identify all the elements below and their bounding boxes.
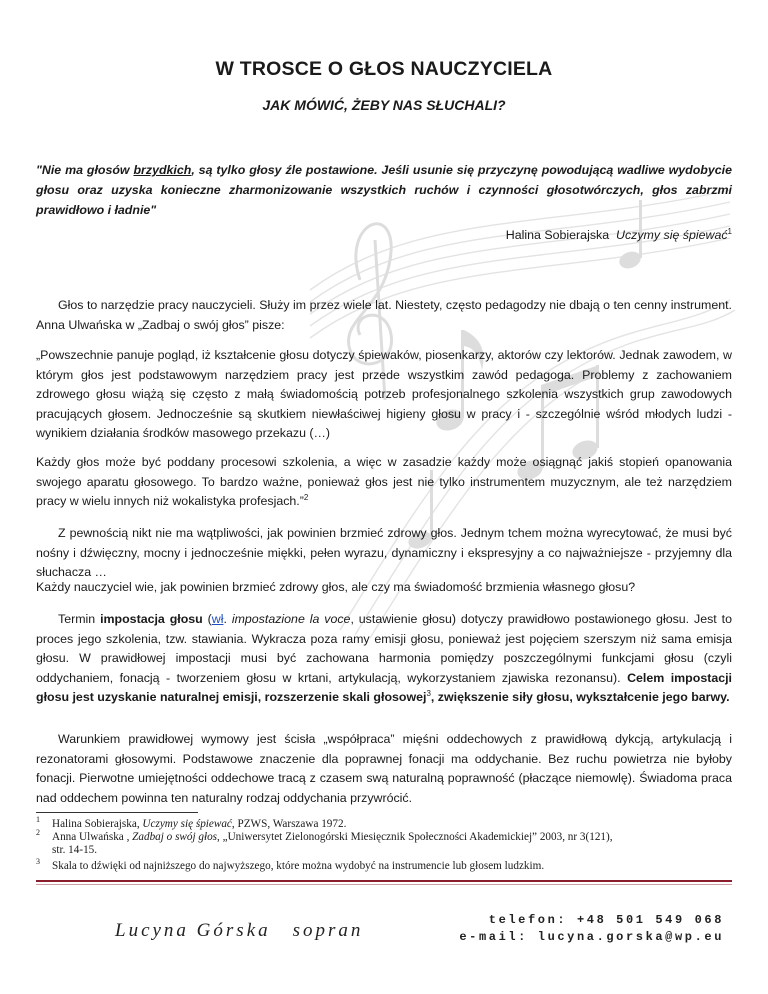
paragraph-7: Warunkiem prawidłowej wymowy jest ścisła „współpraca” mięśni oddechowych z prawidłową dykcją, artykulacją i rezonatorami głosowymi. Podstawowe znaczenie dla poprawnej fonacji ma oddychanie. Bez ruchu powietrza nie byłoby fonacji. Pierwotne umiejętności oddechowe tracą z czasem swą naturalną poprawność (płaczące niemowlę). Świadoma praca nad oddechem powinna ten naturalny rodzaj oddychania przywrócić. [36,732,732,805]
quote-underlined-word: brzydkich [133,163,192,177]
p6-text-a: Termin [58,612,101,626]
p6-italic: impostazione la voce [231,612,351,626]
footer-signature [115,920,363,942]
p6-term: impostacja głosu [100,612,203,626]
paragraph-3 [36,453,732,512]
footer-rule [36,880,732,882]
p6-text-c: . [223,612,232,626]
footnote-ref-3[interactable]: 3 [426,689,431,699]
opening-quote [36,160,732,220]
footnote-text: , PZWS, Warszawa 1972. [231,818,347,830]
paragraph-6 [36,610,732,708]
italian-link[interactable]: wł [211,612,224,626]
footer-email[interactable]: e-mail: lucyna.gorska@wp.eu [459,930,724,944]
paragraph-5: Każdy nauczyciel wie, jak powinien brzmieć zdrowy głos, ale czy ma świadomość brzmienia własnego głosu? [36,580,636,594]
footnote-2: 2 Anna Ulwańska , Zadbaj o swój głos, „Uniwersytet Zielonogórski Miesięcznik Społeczności Akademickiej” 2003, nr 3(121), str. 14-15. [36,831,736,857]
paragraph-2: „Powszechnie panuje pogląd, iż kształcenie głosu dotyczy śpiewaków, piosenkarzy, aktorów czy lektorów. Jednak zawodem, w którym głos jest podstawowym narzędziem pracy jest przede wszystkim zawód pedagoga. Problemy z zachowaniem zdrowego głosu wiążą się często z małą świadomością potrzeb profesjonalnego szkolenia wszystkich grup zawodowych pracujących głosem. Jednocześnie są skutkiem niewłaściwej higieny głosu w pracy i - szczególnie wśród młodych ludzi - wynikiem działania środków masowego przekazu (…) [36,348,732,441]
quote-open: "Nie ma głosów [36,163,134,177]
quote-work: Uczymy się śpiewać [616,228,728,242]
footnote-1: 1 Halina Sobierajska, Uczymy się śpiewać, PZWS, Warszawa 1972. [36,815,347,830]
quote-rest: , są tylko głosy źle postawione. Jeśli usunie się przyczynę powodującą wadliwe wydobycie głosu oraz uzyska konieczne zharmonizowanie wszystkich ruchów i czynności głosotwórczych, głos zabrzmi prawidłowo i ładnie" [36,163,732,217]
p6-bold-1: Celem impostacji głosu jest uzyskanie naturalnej emisji, rozszerzenie skali głosowej [36,670,732,705]
footnote-divider [36,812,198,813]
page-subtitle: JAK MÓWIĆ, ŻEBY NAS SŁUCHALI? [262,97,506,113]
footer-phone: telefon: +48 501 549 068 [488,913,724,927]
paragraph-4: Z pewnością nikt nie ma wątpliwości, jak powinien brzmieć zdrowy głos. Jednym tchem można wyrecytować, że musi być nośny i dźwięczny, mocny i jednocześnie miękki, pełen wyrazu, dynamiczny i ekspresyjny a co najważniejsze - przyjemny dla słuchacza … [36,526,732,580]
p6-bold-2: , zwiększenie siły głosu, wykształcenie jego barwy. [430,690,730,705]
footer-rule-thin [36,884,732,885]
footnote-continuation: str. 14-15. [52,844,98,856]
footnote-text: , „Uniwersytet Zielonogórski Miesięcznik Społeczności Akademickiej” 2003, nr 3(121), [217,831,613,843]
footnote-text: Halina Sobierajska, [52,818,143,830]
footer-contact [459,912,724,946]
p6-text-b: ( [202,612,212,626]
footnote-ref-1[interactable]: 1 [727,226,732,236]
footnote-text: Skala to dźwięki od najniższego do najwyższego, które można wydobyć na instrumencie lub głosem ludzkim. [52,860,545,872]
footnote-title: Zadbaj o swój głos [132,831,218,843]
paragraph-1: Głos to narzędzie pracy nauczycieli. Służy im przez wiele lat. Niestety, często pedagodzy nie dbają o ten cenny instrument. Anna Ulwańska w „Zadbaj o swój głos” pisze: [36,298,732,332]
page-title: W TROSCE O GŁOS NAUCZYCIELA [215,58,553,80]
footer-role: sopran [292,920,364,941]
paragraph-3-text: Każdy głos może być poddany procesowi szkolenia, a więc w zasadzie każdy może osiągnąć jakiś stopień opanowania swojego aparatu głosowego. To bardzo ważne, ponieważ głos jest nie tylko instrumentem muzycznym, ale też narzędziem pracy w wielu innych niż wokalistyka profesjach.” [36,455,732,509]
footer-name: Lucyna Górska [115,920,271,941]
footnote-title: Uczymy się śpiewać [142,818,232,830]
footnote-3: 3 Skala to dźwięki od najniższego do najwyższego, które można wydobyć na instrumencie lub głosem ludzkim. [36,857,545,872]
p6-text-d: , ustawienie głosu) dotyczy prawidłowo postawionego głosu. Jest to proces jego szkolenia, tzw. stawiania. Wykracza poza ramy emisji głosu, ponieważ jest pojęciem szerszym niż sama emisja głosu. W prawidłowej impostacji musi być zachowana harmonia pomiędzy poszczególnymi funkcjami głosu (czyli oddychaniem, fonacją - tworzeniem głosu w krtani, artykulacją, wykorzystaniem zjawiska rezonansu). [36,612,732,685]
footnote-ref-2[interactable]: 2 [303,493,309,503]
quote-attribution [506,228,732,242]
quote-author: Halina Sobierajska [505,228,610,242]
footnote-text: Anna Ulwańska , [52,831,133,843]
